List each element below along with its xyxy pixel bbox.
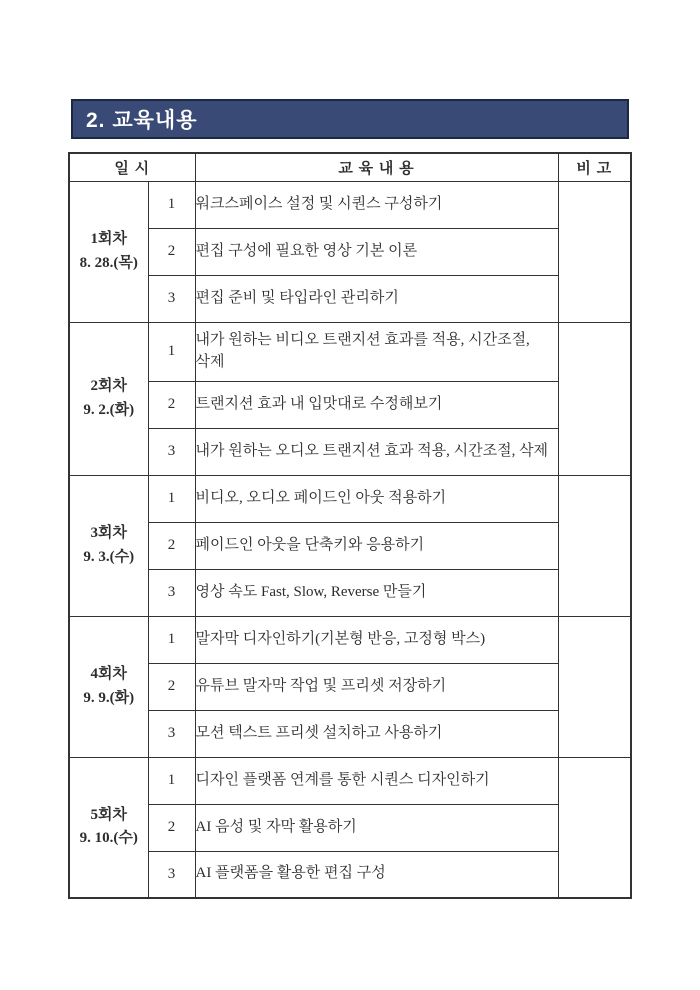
item-content-cell: 페이드인 아웃을 단축키와 응용하기 — [195, 522, 558, 569]
session-date-cell — [69, 475, 148, 616]
table-row — [69, 322, 631, 381]
table-row — [69, 616, 631, 663]
section-title-bar — [71, 99, 629, 139]
item-content-cell: 편집 준비 및 타입라인 관리하기 — [195, 275, 558, 322]
note-cell — [558, 475, 631, 616]
note-cell — [558, 181, 631, 322]
item-number-cell: 2 — [148, 663, 195, 710]
table-row — [69, 228, 631, 275]
note-cell — [558, 322, 631, 475]
session-date: 9. 9.(화) — [83, 689, 135, 706]
table-row — [69, 757, 631, 804]
session-date-cell — [69, 181, 148, 322]
table-row — [69, 804, 631, 851]
session-date: 8. 28.(목) — [79, 254, 138, 271]
item-number-cell: 1 — [148, 322, 195, 381]
item-content-cell: AI 음성 및 자막 활용하기 — [195, 804, 558, 851]
note-cell — [558, 757, 631, 898]
session-date-cell — [69, 757, 148, 898]
session-date: 9. 3.(수) — [83, 548, 135, 565]
session-date-cell — [69, 616, 148, 757]
table-row — [69, 522, 631, 569]
table-row — [69, 851, 631, 898]
item-content-cell: 내가 원하는 오디오 트랜지션 효과 적용, 시간조절, 삭제 — [195, 428, 558, 475]
item-number-cell: 2 — [148, 381, 195, 428]
session-date: 9. 2.(화) — [83, 401, 135, 418]
curriculum-table — [68, 152, 632, 899]
note-cell — [558, 616, 631, 757]
table-row — [69, 381, 631, 428]
item-number-cell: 3 — [148, 569, 195, 616]
table-row — [69, 663, 631, 710]
table-row — [69, 710, 631, 757]
item-number-cell: 1 — [148, 181, 195, 228]
item-number-cell: 2 — [148, 522, 195, 569]
section-title: 2. 교육내용 — [86, 109, 198, 132]
session-label: 5회차 — [90, 807, 127, 823]
item-number-cell: 1 — [148, 475, 195, 522]
column-header-datetime: 일 시 — [69, 153, 195, 181]
item-number-cell: 3 — [148, 275, 195, 322]
item-content-cell: 말자막 디자인하기(기본형 반응, 고정형 박스) — [195, 616, 558, 663]
item-number-cell: 3 — [148, 851, 195, 898]
session-label: 1회차 — [90, 231, 127, 248]
table-row — [69, 428, 631, 475]
item-number-cell: 1 — [148, 757, 195, 804]
item-number-cell: 2 — [148, 228, 195, 275]
column-header-content: 교 육 내 용 — [195, 153, 558, 181]
table-header-row — [69, 153, 631, 181]
item-content-cell: 워크스페이스 설정 및 시퀀스 구성하기 — [195, 181, 558, 228]
item-content-cell: 비디오, 오디오 페이드인 아웃 적용하기 — [195, 475, 558, 522]
session-date-cell — [69, 322, 148, 475]
item-content-cell: 영상 속도 Fast, Slow, Reverse 만들기 — [195, 569, 558, 616]
item-content-cell: 유튜브 말자막 작업 및 프리셋 저장하기 — [195, 663, 558, 710]
session-label: 4회차 — [90, 666, 127, 683]
item-number-cell: 3 — [148, 428, 195, 475]
table-row — [69, 569, 631, 616]
item-content-cell: 편집 구성에 필요한 영상 기본 이론 — [195, 228, 558, 275]
item-number-cell: 2 — [148, 804, 195, 851]
item-content-cell: 트랜지션 효과 내 입맛대로 수정해보기 — [195, 381, 558, 428]
table-row — [69, 181, 631, 228]
item-content-cell: AI 플랫폼을 활용한 편집 구성 — [195, 851, 558, 898]
item-content-cell: 모션 텍스트 프리셋 설치하고 사용하기 — [195, 710, 558, 757]
item-content-cell: 내가 원하는 비디오 트랜지션 효과를 적용, 시간조절, 삭제 — [195, 322, 558, 381]
table-row — [69, 275, 631, 322]
session-label: 3회차 — [90, 525, 127, 542]
column-header-note: 비 고 — [558, 153, 631, 181]
item-content-cell: 디자인 플랫폼 연계를 통한 시퀀스 디자인하기 — [195, 757, 558, 804]
session-label: 2회차 — [90, 378, 127, 395]
item-number-cell: 1 — [148, 616, 195, 663]
item-number-cell: 3 — [148, 710, 195, 757]
session-date: 9. 10.(수) — [79, 830, 138, 847]
table-row — [69, 475, 631, 522]
